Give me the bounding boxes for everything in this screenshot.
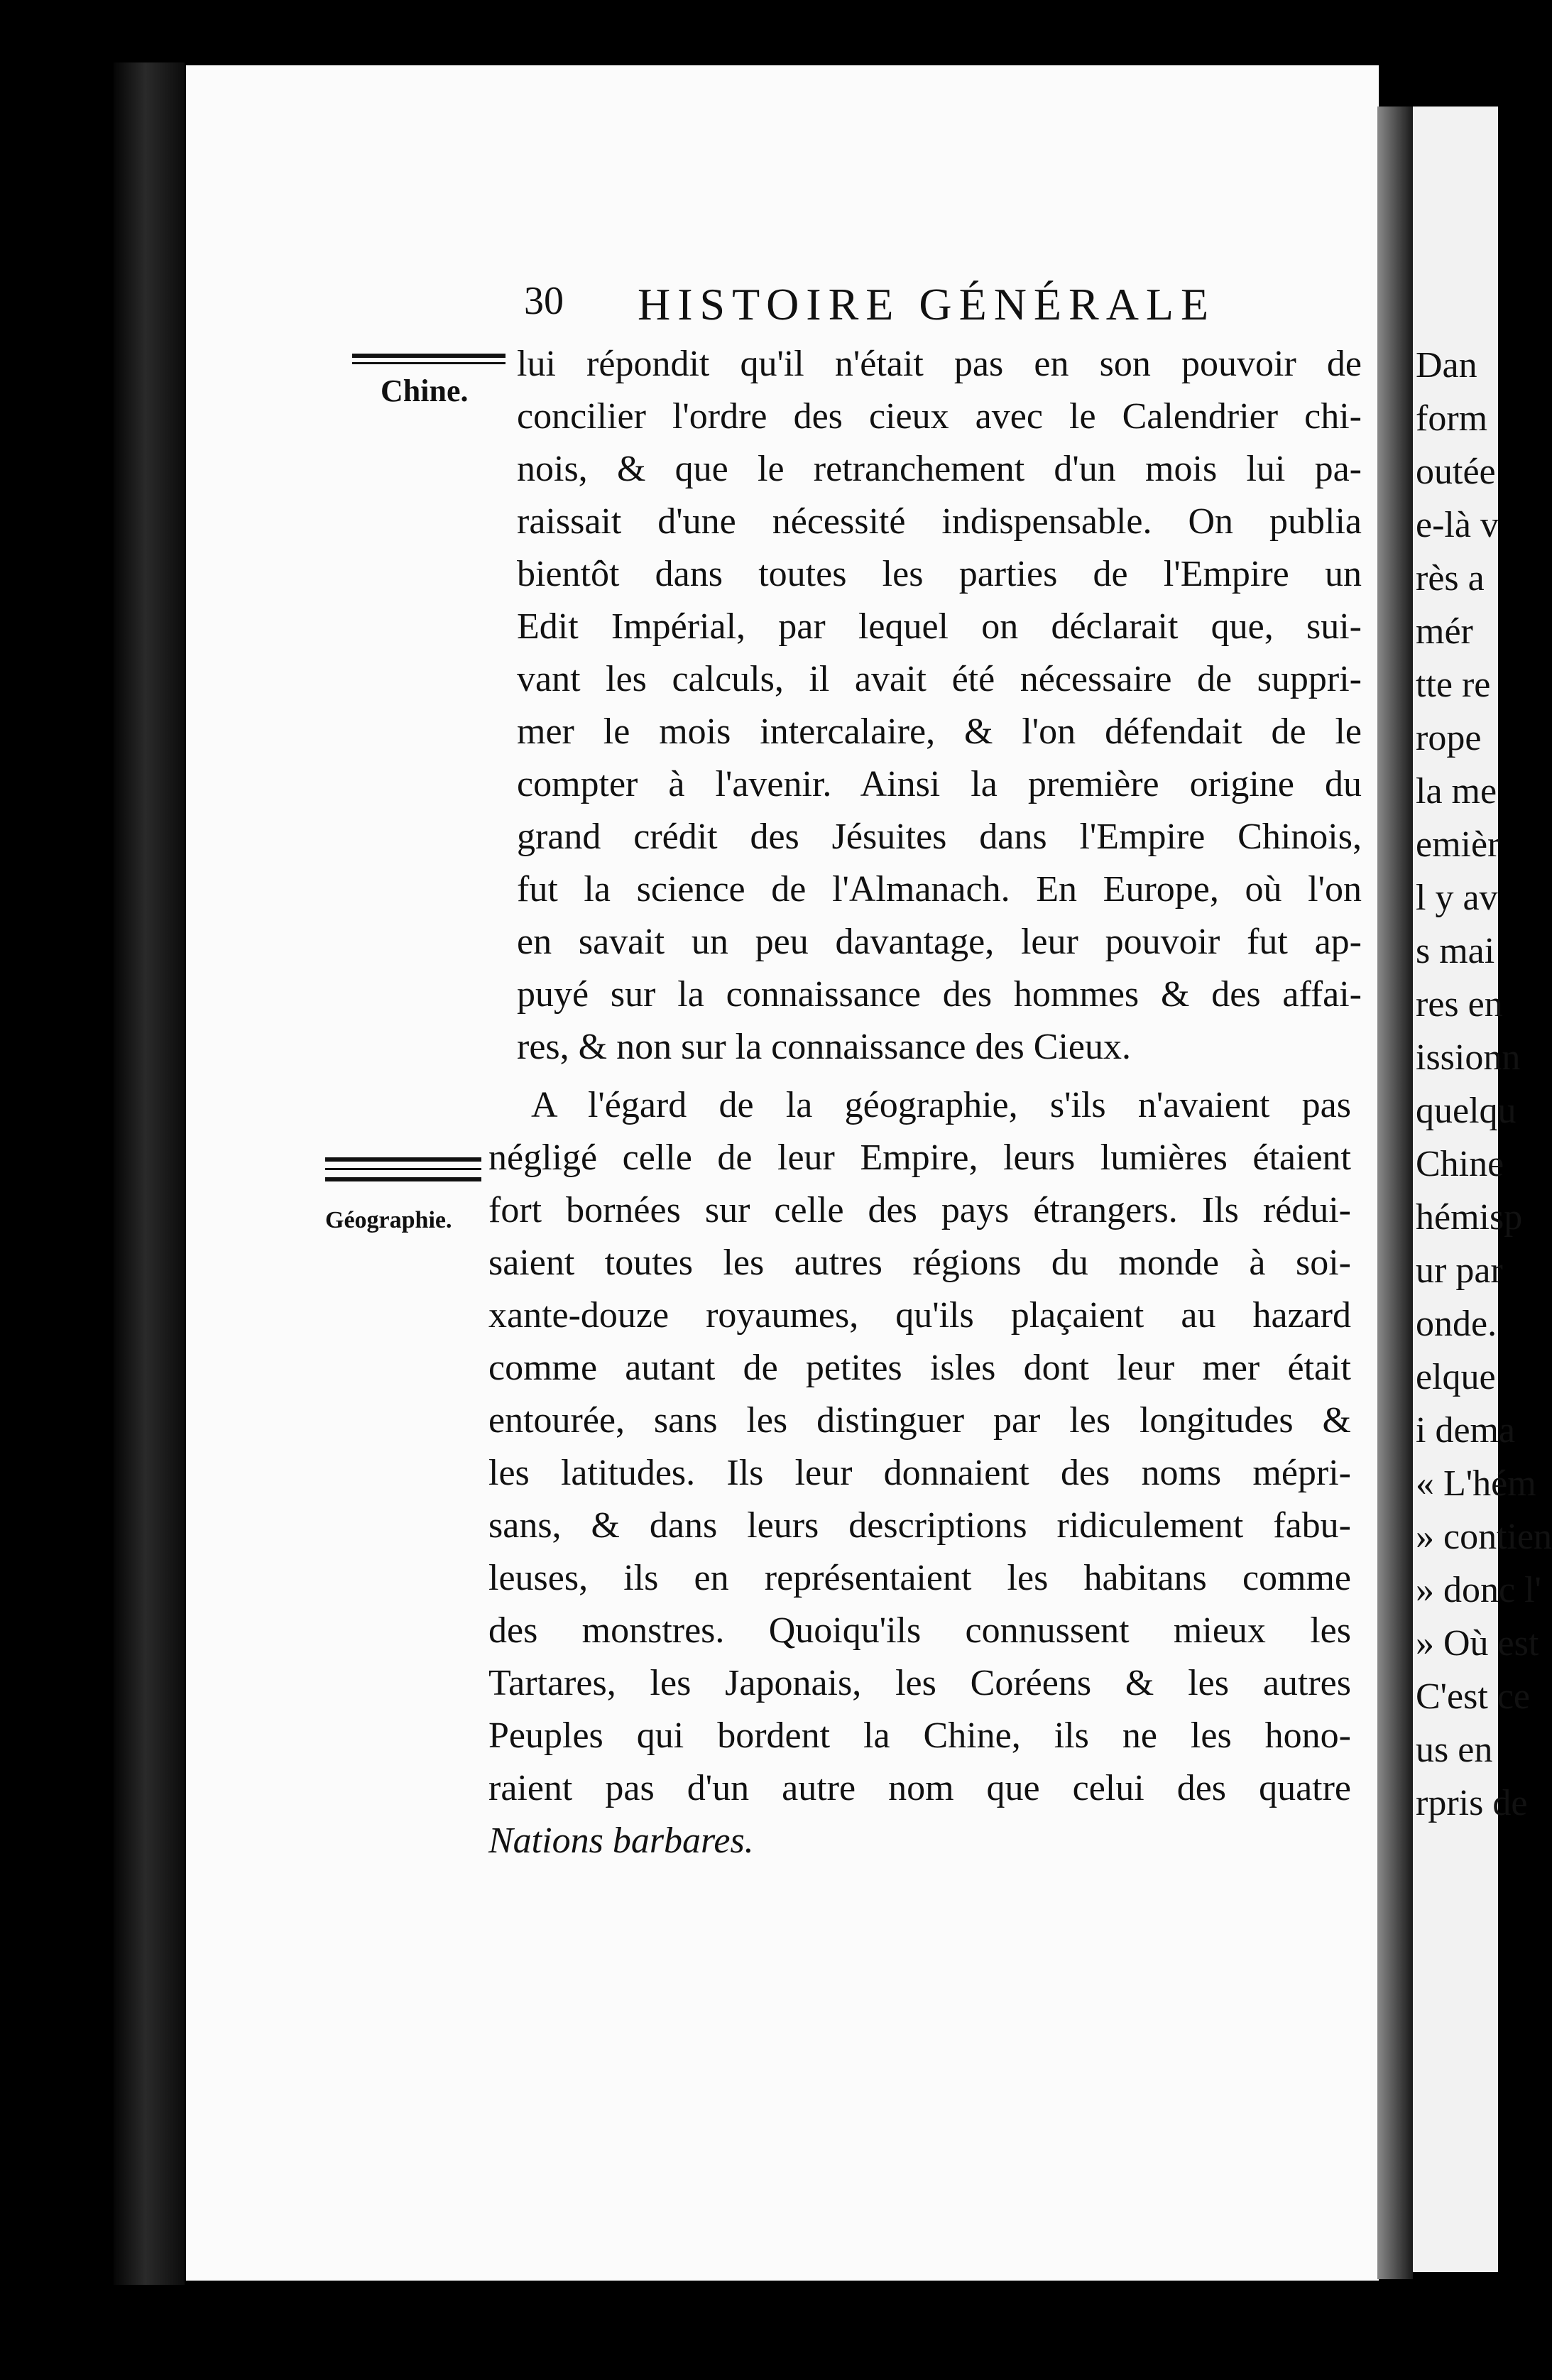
right-fragment-line: « L'hém bbox=[1416, 1463, 1536, 1504]
text-line: nois, & que le retranchement d'un mois lui pa- bbox=[517, 449, 1362, 489]
paragraph-2 bbox=[488, 1079, 1351, 1867]
text-line: fut la science de l'Almanach. En Europe, où l'on bbox=[517, 869, 1362, 910]
right-fragment-line: outée bbox=[1416, 452, 1496, 492]
paragraph-1 bbox=[517, 338, 1362, 1074]
text-line: négligé celle de leur Empire, leurs lumières étaient bbox=[488, 1137, 1351, 1178]
right-fragment-line: quelqu bbox=[1416, 1091, 1517, 1131]
text-line: bientôt dans toutes les parties de l'Empire un bbox=[517, 554, 1362, 594]
text-line: lui répondit qu'il n'était pas en son pouvoir de bbox=[517, 344, 1362, 384]
right-fragment-line: s mai bbox=[1416, 931, 1495, 971]
text-line: compter à l'avenir. Ainsi la première origine du bbox=[517, 764, 1362, 804]
text-line: A l'égard de la géographie, s'ils n'avaient pas bbox=[531, 1085, 1351, 1125]
right-fragment-line: l y av bbox=[1416, 878, 1498, 918]
right-fragment-line: la me bbox=[1416, 771, 1497, 812]
margin-note-geographie: Géographie. bbox=[325, 1207, 452, 1233]
text-line: Tartares, les Japonais, les Coréens & les autres bbox=[488, 1663, 1351, 1703]
right-fragment-line: Chine bbox=[1416, 1144, 1504, 1184]
text-line: vant les calculs, il avait été nécessaire de suppri- bbox=[517, 659, 1362, 699]
right-fragment-line: hémisp bbox=[1416, 1197, 1523, 1238]
right-fragment-line: mér bbox=[1416, 611, 1473, 652]
text-line: Peuples qui bordent la Chine, ils ne les hono- bbox=[488, 1715, 1351, 1756]
right-fragment-line: emièr bbox=[1416, 824, 1500, 865]
text-line: grand crédit des Jésuites dans l'Empire Chinois, bbox=[517, 817, 1362, 857]
right-fragment-line: issionn bbox=[1416, 1037, 1521, 1078]
text-line: entourée, sans les distinguer par les longitudes & bbox=[488, 1400, 1351, 1441]
text-line: raient pas d'un autre nom que celui des quatre bbox=[488, 1768, 1351, 1808]
right-page-fragment bbox=[1413, 107, 1552, 2272]
text-line: raissait d'une nécessité indispensable. On publia bbox=[517, 501, 1362, 542]
text-line: Nations barbares. bbox=[488, 1821, 754, 1861]
margin-rule bbox=[325, 1177, 481, 1181]
right-fragment-line: » donc l' bbox=[1416, 1570, 1541, 1610]
right-fragment-line: tte re bbox=[1416, 665, 1491, 705]
margin-note-chine: Chine. bbox=[381, 373, 469, 408]
text-line: puyé sur la connaissance des hommes & des affai- bbox=[517, 974, 1362, 1015]
margin-rule bbox=[352, 362, 506, 364]
text-line: en savait un peu davantage, leur pouvoir fut ap- bbox=[517, 922, 1362, 962]
text-line: saient toutes les autres régions du monde à soi- bbox=[488, 1243, 1351, 1283]
right-fragment-line: rope bbox=[1416, 718, 1482, 758]
right-fragment-line: rpris de bbox=[1416, 1783, 1528, 1823]
text-line: des monstres. Quoiqu'ils connussent mieux les bbox=[488, 1610, 1351, 1651]
text-line: les latitudes. Ils leur donnaient des noms mépri- bbox=[488, 1453, 1351, 1493]
margin-rule bbox=[325, 1157, 481, 1162]
right-fragment-line: Dan bbox=[1416, 345, 1477, 386]
right-fragment-line: » Où est bbox=[1416, 1623, 1539, 1664]
right-fragment-line: us en bbox=[1416, 1730, 1493, 1770]
text-line: res, & non sur la connaissance des Cieux. bbox=[517, 1027, 1132, 1067]
text-line: sans, & dans leurs descriptions ridiculement fabu- bbox=[488, 1505, 1351, 1546]
right-fragment-line: i dema bbox=[1416, 1410, 1516, 1451]
text-line: concilier l'ordre des cieux avec le Calendrier chi- bbox=[517, 396, 1362, 437]
page-number: 30 bbox=[524, 279, 564, 323]
margin-rule bbox=[325, 1168, 481, 1170]
text-line: fort bornées sur celle des pays étrangers. Ils rédui- bbox=[488, 1190, 1351, 1230]
text-line: comme autant de petites isles dont leur mer était bbox=[488, 1348, 1351, 1388]
margin-rule bbox=[352, 354, 506, 358]
text-line: mer le mois intercalaire, & l'on défendait de le bbox=[517, 711, 1362, 752]
text-line: Edit Impérial, par lequel on déclarait que, sui- bbox=[517, 606, 1362, 647]
right-fragment-line: form bbox=[1416, 398, 1488, 439]
right-fragment-line: e-là v bbox=[1416, 505, 1499, 545]
book-gutter bbox=[114, 62, 185, 2285]
text-line: leuses, ils en représentaient les habitans comme bbox=[488, 1558, 1351, 1598]
right-fragment-line: rès a bbox=[1416, 558, 1485, 599]
right-fragment-line: onde. bbox=[1416, 1304, 1497, 1344]
right-fragment-line: » contien bbox=[1416, 1517, 1552, 1557]
running-title: HISTOIRE GÉNÉRALE bbox=[638, 279, 1216, 329]
right-fragment-line: C'est ce bbox=[1416, 1676, 1530, 1717]
text-line: xante-douze royaumes, qu'ils plaçaient au hazard bbox=[488, 1295, 1351, 1336]
right-fragment-line: ur par bbox=[1416, 1250, 1503, 1291]
right-fragment-line: elque bbox=[1416, 1357, 1496, 1397]
page-spine-shadow bbox=[1377, 107, 1413, 2279]
right-fragment-line: res en bbox=[1416, 984, 1503, 1025]
